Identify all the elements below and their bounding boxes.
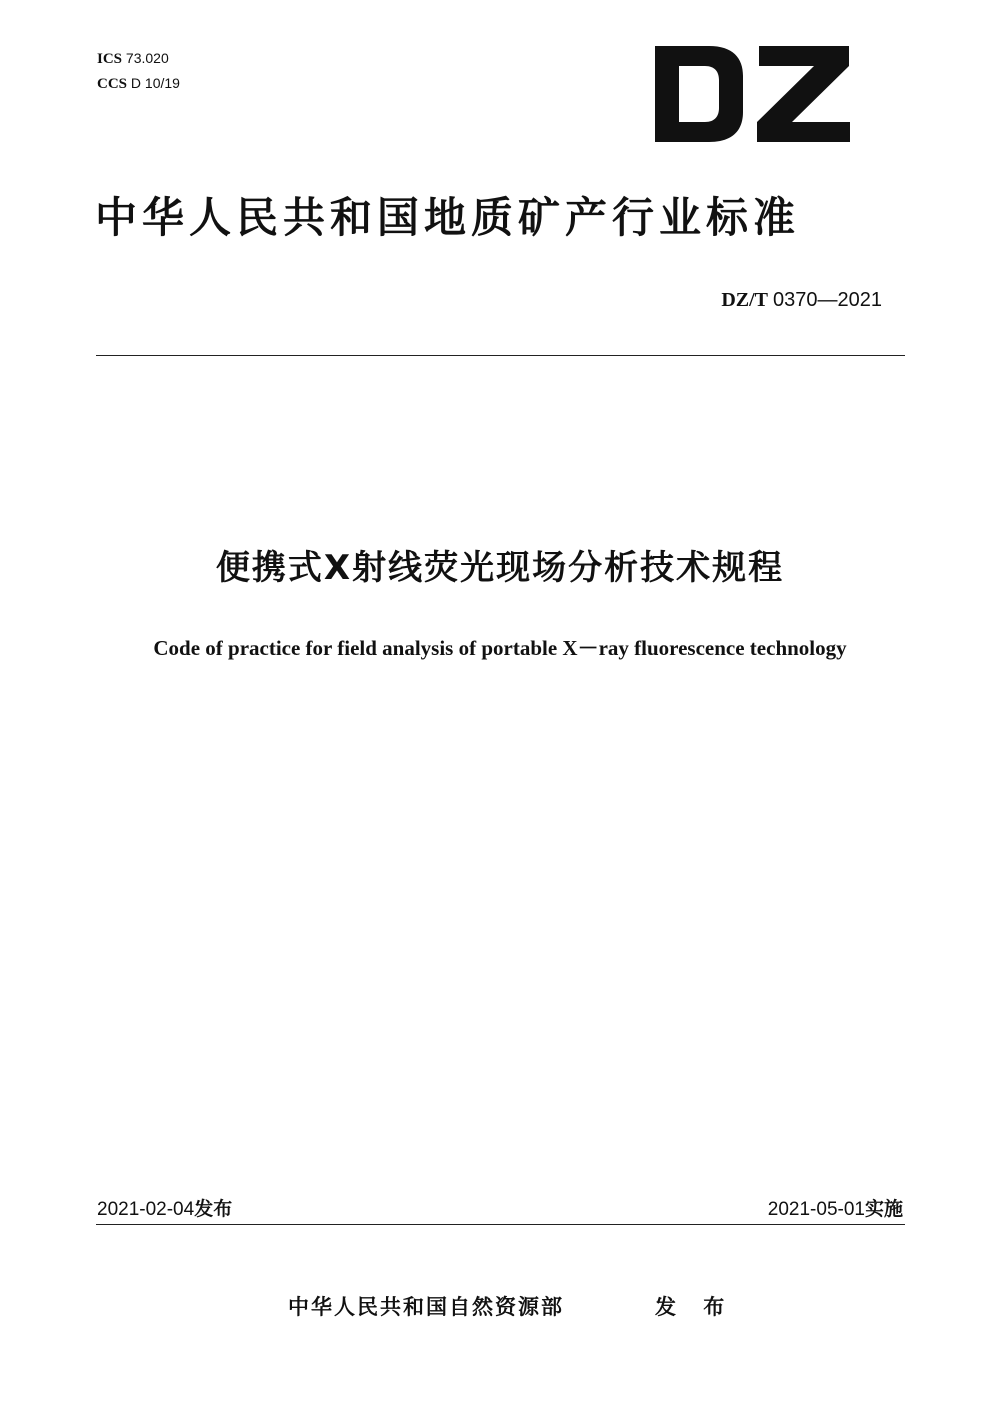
ccs-code (97, 71, 180, 96)
top-divider (96, 355, 905, 356)
standard-type-heading: 中华人民共和国地质矿产行业标准 (95, 193, 801, 242)
issuing-authority: 中华人民共和国自然资源部 (288, 1295, 564, 1319)
release-date: 2021-02-04 (97, 1199, 195, 1220)
document-title-chinese: 便携式X射线荧光现场分析技术规程 (215, 548, 785, 588)
issue-label: 发 布 (655, 1295, 735, 1319)
standard-code: DZ/T (721, 289, 769, 311)
implement-date-line (768, 1196, 903, 1223)
standard-year-number: 0370—2021 (773, 289, 882, 311)
dz-logo-letter-z (757, 46, 850, 142)
dz-logo-letter-d (655, 46, 743, 142)
ics-label: ICS (97, 51, 123, 67)
dz-logo (655, 46, 850, 142)
ics-code (97, 46, 180, 71)
release-date-line (97, 1196, 232, 1223)
implement-label: 实施 (864, 1198, 903, 1220)
release-label: 发布 (194, 1198, 233, 1220)
ccs-value: D 10/19 (130, 75, 180, 91)
ics-value: 73.020 (125, 50, 169, 66)
implement-date: 2021-05-01 (767, 1199, 865, 1220)
classification-codes (97, 46, 180, 96)
bottom-divider (96, 1224, 905, 1225)
standard-number (721, 286, 882, 314)
ccs-label: CCS (97, 76, 128, 92)
document-title-english: Code of practice for field analysis of portable X－ray fluorescence technology (153, 636, 847, 660)
